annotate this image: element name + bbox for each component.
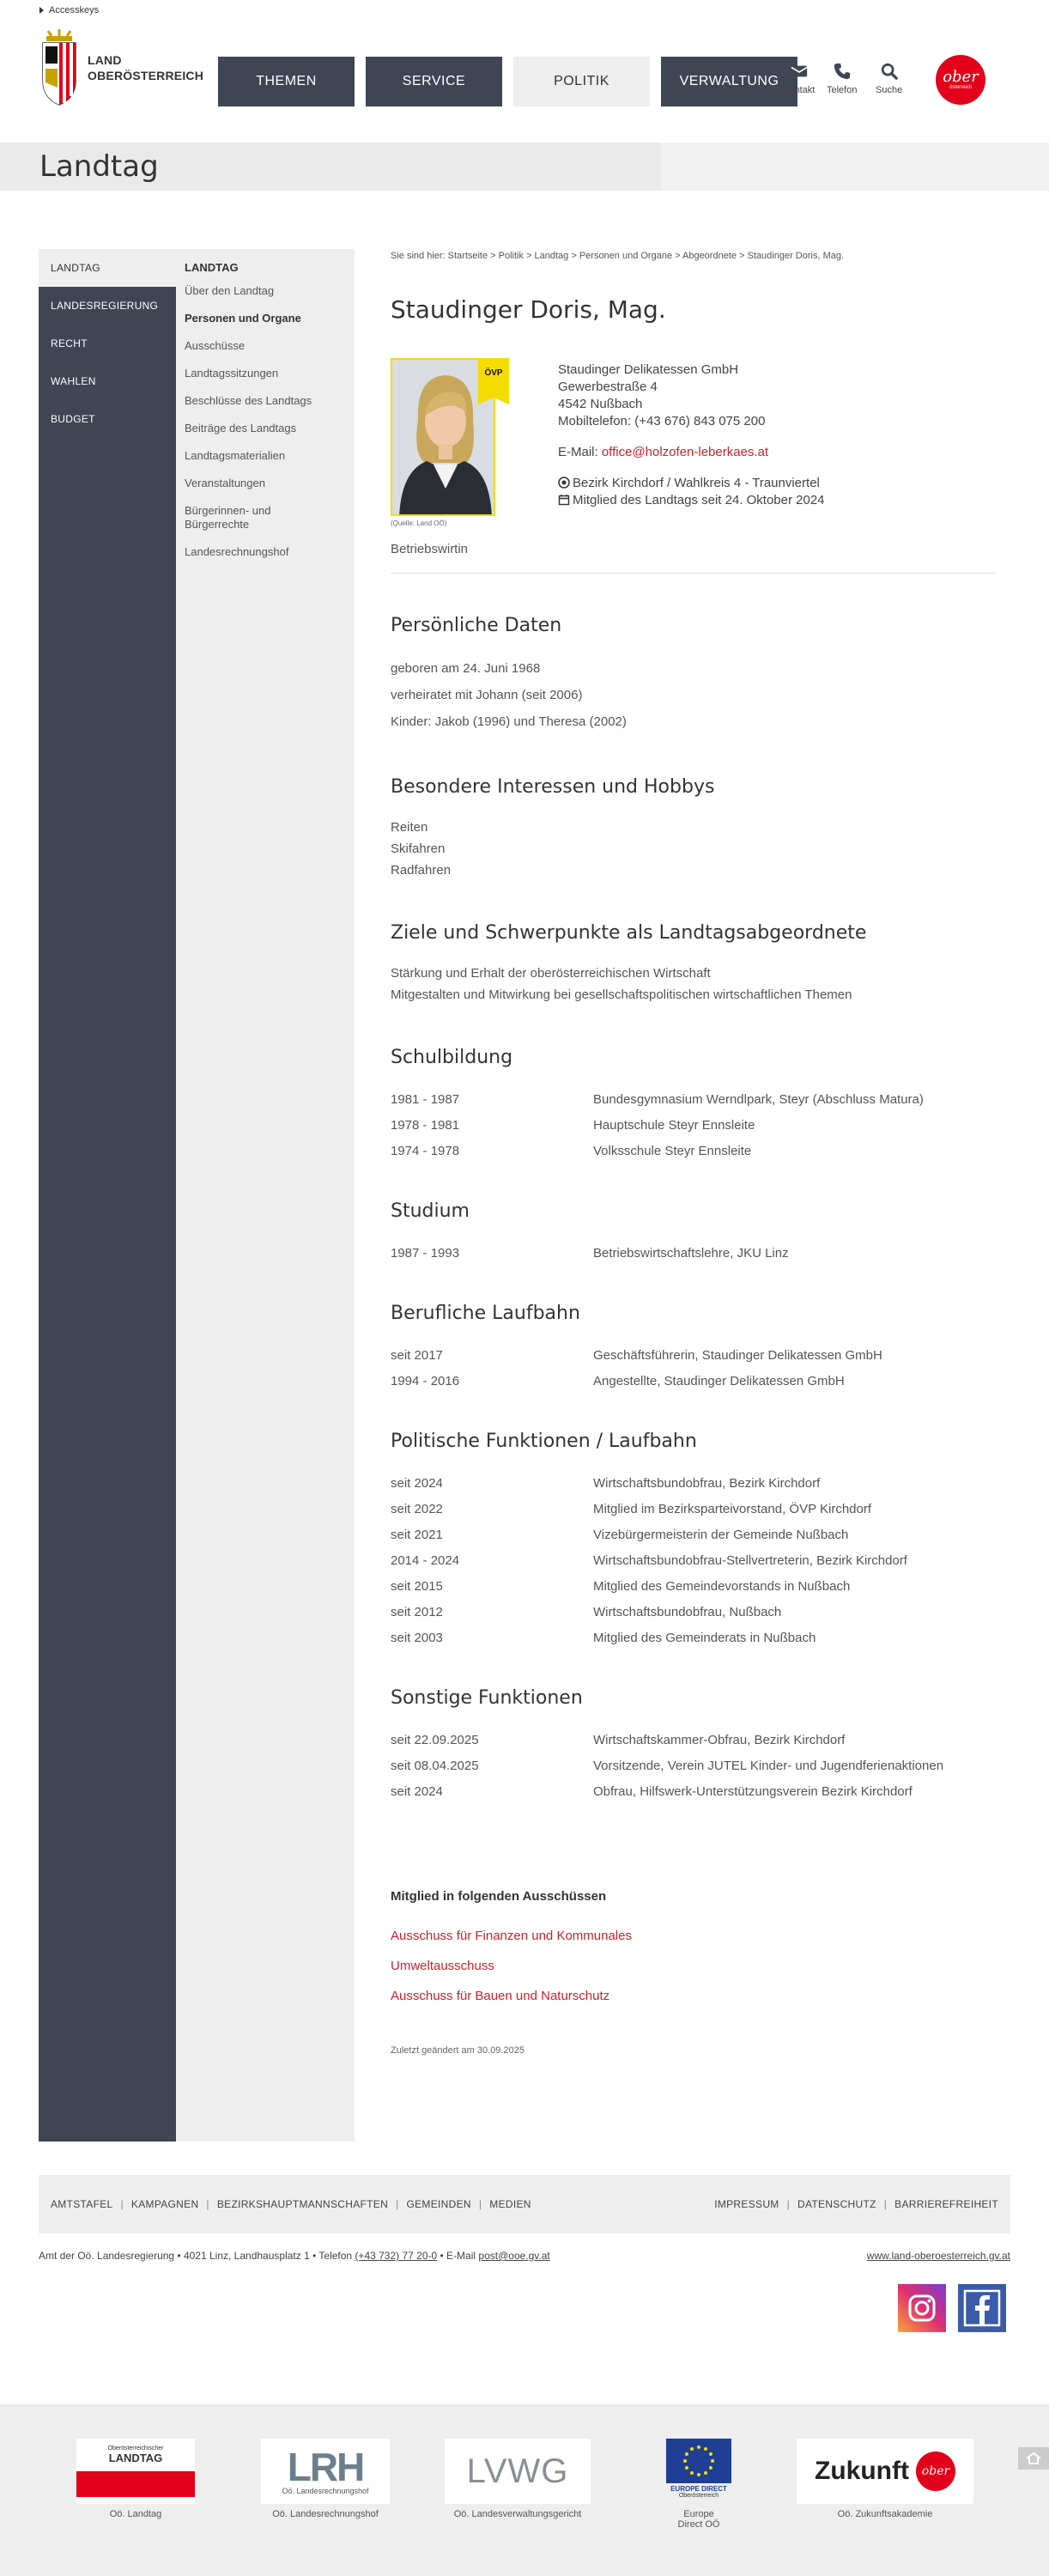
footer-links-bar	[39, 2175, 1010, 2233]
section-hobbies	[391, 776, 996, 881]
section-title: Ziele und Schwerpunkte als Landtagsabgeordnete	[391, 922, 867, 944]
sidebar-item-wahlen[interactable]: WAHLEN	[51, 375, 96, 387]
facebook-link[interactable]	[958, 2284, 1006, 2332]
facebook-icon	[958, 2284, 1006, 2332]
table-row: seit 08.04.2025 Vorsitzende, Verein JUTEL Kinder- und Jugendferienaktionen	[391, 1759, 944, 1773]
table-row: seit 2003 Mitglied des Gemeinderats in Nußbach	[391, 1631, 816, 1645]
zukunft-logo: Zukunft ober	[797, 2439, 973, 2504]
table-row: 2014 - 2024 Wirtschaftsbundobfrau-Stellvertreterin, Bezirk Kirchdorf	[391, 1553, 907, 1568]
party-badge: ÖVP	[478, 358, 509, 398]
list-item: geboren am 24. Juni 1968	[391, 661, 541, 676]
lvwg-logo: LVWG	[445, 2439, 591, 2504]
table-row: seit 2024 Obfrau, Hilfswerk-Unterstützungsverein Bezirk Kirchdorf	[391, 1784, 913, 1799]
divider	[391, 573, 996, 574]
instagram-link[interactable]	[898, 2284, 946, 2332]
landtag-logo: Oberösterreichischer LANDTAG	[76, 2439, 195, 2504]
partner-europe-direct[interactable]: EUROPE DIRECT Oberösterreich Europe Direct OÖ	[656, 2439, 742, 2530]
footer-link-barrierefreiheit[interactable]: BARRIEREFREIHEIT	[894, 2198, 998, 2210]
nav-service[interactable]: SERVICE	[366, 57, 502, 106]
footer-right-links: IMPRESSUM | DATENSCHUTZ | BARRIEREFREIHEIT	[714, 2198, 998, 2210]
partner-logos	[0, 2404, 1049, 2576]
contact-info	[558, 361, 825, 509]
breadcrumb[interactable]: Sie sind hier: Startseite > Politik > Landtag > Personen und Organe > Abgeordnete > Staudinger Doris, Mag.	[391, 251, 845, 261]
section-title: Persönliche Daten	[391, 615, 562, 636]
list-item: verheiratet mit Johann (seit 2006)	[391, 688, 583, 702]
table-row: seit 2021 Vizebürgermeisterin der Gemeinde Nußbach	[391, 1528, 849, 1542]
calendar-icon	[558, 494, 570, 506]
nav-themen[interactable]: THEMEN	[218, 57, 355, 106]
partner-landtag[interactable]: Oberösterreichischer LANDTAG Oö. Landtag	[76, 2439, 196, 2519]
sidebar-sub	[176, 249, 355, 2142]
committee-link-umwelt[interactable]: Umweltausschuss	[391, 1959, 494, 1973]
company: Staudinger Delikatessen GmbH	[558, 362, 739, 377]
table-row: 1974 - 1978 Volksschule Steyr Ennsleite	[391, 1144, 752, 1158]
footer-link-impressum[interactable]: IMPRESSUM	[714, 2198, 779, 2210]
city: 4542 Nußbach	[558, 397, 643, 411]
mail-icon	[790, 62, 809, 81]
section-politics	[391, 1431, 996, 1651]
subnav-beitraege[interactable]: Beiträge des Landtags	[185, 422, 297, 434]
subnav-ueber-den-landtag[interactable]: Über den Landtag	[185, 284, 275, 297]
partner-lrh[interactable]: LRH Oö. Landesrechnungshof Oö. Landesrechnungshof	[261, 2439, 390, 2519]
section-title: Studium	[391, 1200, 470, 1222]
table-row: seit 2024 Wirtschaftsbundobfrau, Bezirk Kirchdorf	[391, 1476, 821, 1491]
table-row: seit 2022 Mitglied im Bezirksparteivorstand, ÖVP Kirchdorf	[391, 1502, 872, 1516]
sidebar-main	[39, 249, 176, 2142]
list-item: Kinder: Jakob (1996) und Theresa (2002)	[391, 714, 627, 729]
section-career	[391, 1303, 996, 1394]
lrh-logo: LRH Oö. Landesrechnungshof	[261, 2439, 390, 2504]
coat-of-arms-icon	[39, 27, 79, 108]
table-row: 1978 - 1981 Hauptschule Steyr Ennsleite	[391, 1118, 755, 1133]
table-row: 1981 - 1987 Bundesgymnasium Werndlpark, Steyr (Abschluss Matura)	[391, 1092, 924, 1107]
photo-source: (Quelle: Land OÖ)	[391, 519, 447, 527]
nav-politik[interactable]: POLITIK	[513, 57, 650, 106]
list-item: Reiten	[391, 820, 428, 835]
instagram-icon	[898, 2284, 946, 2332]
last-changed: Zuletzt geändert am 30.09.2025	[391, 2045, 524, 2056]
home-icon	[1025, 2452, 1042, 2464]
footer-link-datenschutz[interactable]: DATENSCHUTZ	[797, 2198, 876, 2210]
committee-link-finanzen[interactable]: Ausschuss für Finanzen und Kommunales	[391, 1929, 632, 1943]
footer-website-link[interactable]: www.land-oberoesterreich.gv.at	[866, 2250, 1010, 2262]
footer-link-bezirkshauptmannschaften[interactable]: BEZIRKSHAUPTMANNSCHAFTEN	[216, 2198, 389, 2210]
section-goals	[391, 922, 996, 1005]
table-row: 1994 - 2016 Angestellte, Staudinger Delikatessen GmbH	[391, 1374, 845, 1388]
sidebar-item-recht[interactable]: RECHT	[51, 337, 88, 349]
search-icon	[880, 62, 899, 81]
nav-verwaltung[interactable]: VERWALTUNG	[661, 57, 797, 106]
partner-lvwg[interactable]: LVWG Oö. Landesverwaltungsgericht	[436, 2439, 599, 2519]
table-row: 1987 - 1993 Betriebswirtschaftslehre, JKU Linz	[391, 1246, 789, 1261]
logo-text: LAND OBERÖSTERREICH	[88, 53, 204, 82]
eu-flag-icon	[666, 2439, 731, 2483]
section-other	[391, 1687, 996, 1805]
suche-button[interactable]: Suche	[876, 62, 902, 95]
target-icon	[558, 477, 570, 489]
scroll-to-top-button[interactable]	[1018, 2447, 1049, 2470]
member-since-line: Mitglied des Landtags seit 24. Oktober 2024	[558, 492, 825, 509]
section-title: Sonstige Funktionen	[391, 1687, 583, 1709]
subnav-veranstaltungen[interactable]: Veranstaltungen	[185, 477, 265, 489]
accesskeys-link[interactable]: Accesskeys	[39, 5, 99, 15]
footer-left-links: AMTSTAFEL | KAMPAGNEN | BEZIRKSHAUPTMANNSCHAFTEN | GEMEINDEN | MEDIEN	[51, 2198, 531, 2210]
partner-zukunftsakademie[interactable]: Zukunft ober Oö. Zukunftsakademie	[797, 2439, 973, 2519]
subnav-landtagssitzungen[interactable]: Landtagssitzungen	[185, 367, 279, 380]
kontakt-button[interactable]: Kontakt	[783, 62, 815, 95]
sidebar-item-landtag[interactable]: LANDTAG	[39, 249, 176, 287]
list-item: Skifahren	[391, 841, 446, 856]
profile-card	[391, 358, 996, 564]
footer-link-gemeinden[interactable]: GEMEINDEN	[406, 2198, 471, 2210]
telefon-button[interactable]: Telefon	[827, 62, 857, 95]
main-navigation	[218, 57, 797, 106]
europe-direct-logo: EUROPE DIRECT Oberösterreich	[664, 2439, 733, 2504]
committees-title: Mitglied in folgenden Ausschüssen	[391, 1889, 607, 1904]
footer-link-medien[interactable]: MEDIEN	[489, 2198, 531, 2210]
section-title: Besondere Interessen und Hobbys	[391, 776, 715, 798]
section-personal	[391, 615, 996, 735]
page-title: Landtag	[39, 149, 159, 184]
table-row: seit 2012 Wirtschaftsbundobfrau, Nußbach	[391, 1605, 782, 1619]
committees-section	[391, 1889, 996, 2011]
email-line: E-Mail: office@holzofen-leberkaes.at	[558, 445, 769, 459]
email-link[interactable]: office@holzofen-leberkaes.at	[601, 445, 769, 459]
subnav-ausschuesse[interactable]: Ausschüsse	[185, 339, 246, 352]
sidebar-sub-heading: LANDTAG	[185, 261, 239, 274]
profession: Betriebswirtin	[391, 542, 469, 556]
footer-address: Amt der Oö. Landesregierung • 4021 Linz, Landhausplatz 1 • Telefon (+43 732) 77 20-0 • E-Mail post@ooe.gv.at www.land-oberoesterreich.gv.at	[39, 2250, 1010, 2262]
footer-link-amtstafel[interactable]: AMTSTAFEL	[51, 2198, 113, 2210]
oberoesterreich-brand-logo[interactable]: ober österreich	[936, 55, 985, 105]
page-title-band	[0, 143, 1049, 191]
list-item: Stärkung und Erhalt der oberösterreichischen Wirtschaft	[391, 966, 711, 981]
subnav-personen-und-organe[interactable]: Personen und Organe	[185, 312, 301, 325]
section-title: Schulbildung	[391, 1047, 513, 1068]
section-school	[391, 1047, 996, 1164]
section-study	[391, 1200, 996, 1267]
section-title: Politische Funktionen / Laufbahn	[391, 1431, 697, 1452]
sidebar-item-landesregierung[interactable]: LANDESREGIERUNG	[51, 300, 159, 312]
subnav-landesrechnungshof[interactable]: Landesrechnungshof	[185, 545, 289, 558]
subnav-landtagsmaterialien[interactable]: Landtagsmaterialien	[185, 449, 286, 462]
mobile-phone: Mobiltelefon: (+43 676) 843 075 200	[558, 414, 766, 428]
footer-email-link[interactable]: post@ooe.gv.at	[478, 2250, 550, 2262]
person-name: Staudinger Doris, Mag.	[391, 295, 666, 324]
triangle-icon	[39, 7, 44, 14]
table-row: seit 2015 Mitglied des Gemeindevorstands in Nußbach	[391, 1579, 851, 1594]
table-row: seit 22.09.2025 Wirtschaftskammer-Obfrau, Bezirk Kirchdorf	[391, 1733, 846, 1747]
footer-phone-link[interactable]: (+43 732) 77 20-0	[355, 2250, 438, 2262]
main-content	[391, 249, 996, 2056]
subnav-buergerrechte[interactable]: Bürgerinnen- und Bürgerrechte	[185, 504, 271, 531]
table-row: seit 2017 Geschäftsführerin, Staudinger Delikatessen GmbH	[391, 1348, 882, 1363]
subnav-beschluesse[interactable]: Beschlüsse des Landtags	[185, 394, 312, 407]
district-line: Bezirk Kirchdorf / Wahlkreis 4 - Traunviertel	[558, 475, 825, 492]
footer-link-kampagnen[interactable]: KAMPAGNEN	[130, 2198, 199, 2210]
list-item: Radfahren	[391, 863, 452, 878]
phone-icon	[833, 62, 852, 81]
committee-link-bauen[interactable]: Ausschuss für Bauen und Naturschutz	[391, 1989, 610, 2003]
list-item: Mitgestalten und Mitwirkung bei gesellschaftspolitischen wirtschaftlichen Themen	[391, 987, 852, 1002]
section-title: Berufliche Laufbahn	[391, 1303, 580, 1324]
street: Gewerbestraße 4	[558, 380, 658, 394]
sidebar-item-budget[interactable]: BUDGET	[51, 413, 95, 425]
land-ooe-logo[interactable]	[39, 27, 203, 108]
